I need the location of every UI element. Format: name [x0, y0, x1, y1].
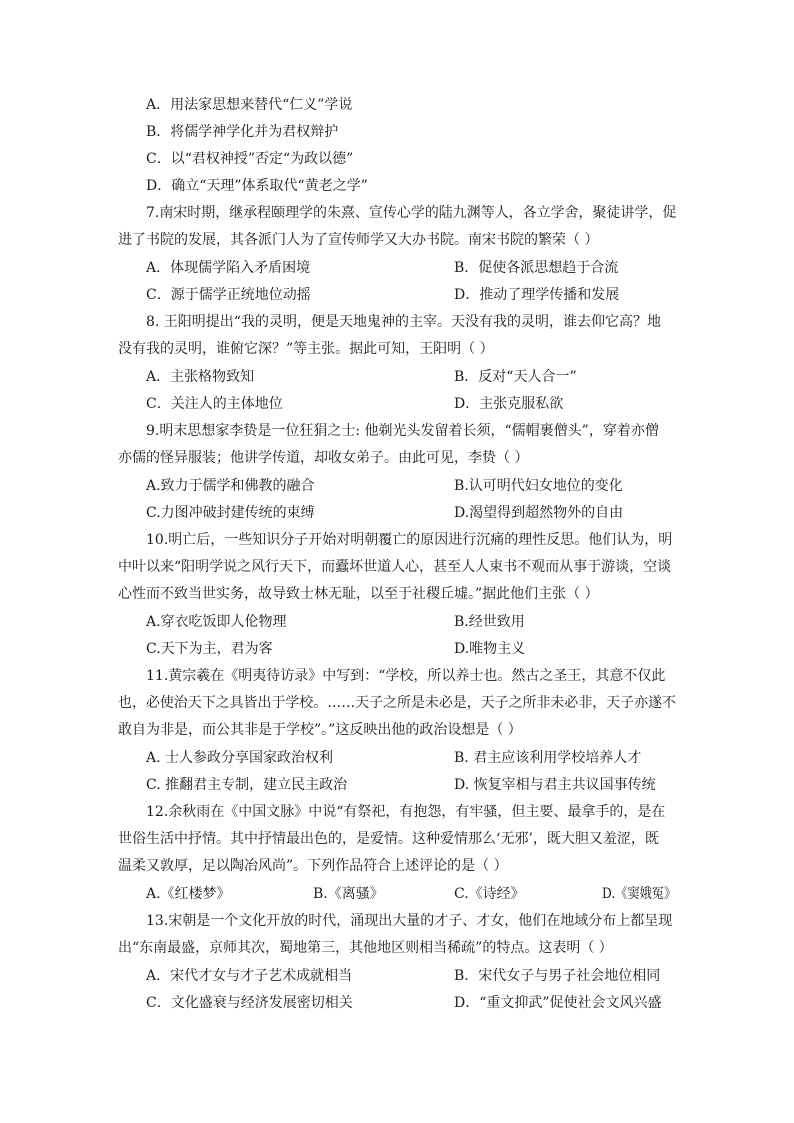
q9-option-c: C.力图冲破封建传统的束缚 [146, 505, 315, 521]
q8-option-b: B．反对“天人合一” [454, 369, 577, 385]
q12-option-c: C.《诗经》 [454, 886, 525, 902]
q9-option-a: A.致力于儒学和佛教的融合 [146, 478, 315, 494]
q10-option-d: D.唯物主义 [454, 641, 526, 657]
q13-stem-line-1: 13.宋朝是一个文化开放的时代，涌现出大量的才子、才女，他们在地域分布上都呈现 [146, 913, 673, 929]
q11-stem-line-1: 11.黄宗羲在《明夷待访录》中写到：“学校，所以养士也。然古之圣王，其意不仅此 [146, 668, 666, 684]
q13-stem-line-2: 出“东南最盛，京师其次，蜀地第三，其他地区则相当稀疏”的特点。这表明（ ） [118, 940, 613, 956]
q13-option-a: A．宋代才女与才子艺术成就相当 [146, 968, 353, 984]
q11-option-b: B. 君主应该利用学校培养人才 [454, 750, 642, 766]
q12-stem-line-2: 世俗生活中抒情。其中抒情最出色的，是爱情。这种爱情那么‘无邪’，既大胆又羞涩，既 [118, 831, 659, 847]
q7-stem-line-1: 7.南宋时期，继承程颐理学的朱熹、宣传心学的陆九渊等人，各立学舍，聚徒讲学，促 [146, 205, 677, 221]
q8-option-c: C．关注人的主体地位 [146, 396, 283, 412]
q8-stem-line-2: 没有我的灵明，谁俯它深？”等主张。据此可知，王阳明（ ） [118, 341, 494, 357]
q10-option-a: A.穿衣吃饭即人伦物理 [146, 614, 287, 630]
q8-stem-line-1: 8. 王阳明提出“我的灵明，便是天地鬼神的主宰。天没有我的灵明，谁去仰它高？地 [146, 314, 661, 330]
q11-option-a: A. 士人参政分享国家政治权利 [146, 750, 334, 766]
q6-option-d: D．确立“天理”体系取代“黄老之学” [146, 178, 368, 194]
q10-stem-line-1: 10.明亡后，一些知识分子开始对明朝覆亡的原因进行沉痛的理性反思。他们认为，明 [146, 532, 673, 548]
q12-option-a: A.《红楼梦》 [146, 886, 231, 902]
q7-option-c: C．源于儒学正统地位动摇 [146, 287, 311, 303]
q9-option-b: B.认可明代妇女地位的变化 [454, 478, 623, 494]
q10-stem-line-3: 心性而不致当世实务，故导致士林无耻，以至于社稷丘墟。”据此他们主张（ ） [118, 586, 599, 602]
q9-option-d: D.渴望得到超然物外的自由 [454, 505, 624, 521]
q13-option-d: D．“重文抑武”促使社会文风兴盛 [454, 995, 662, 1011]
q6-option-c: C．以“君权神授”否定“为政以德” [146, 151, 354, 167]
q10-stem-line-2: 中叶以来“阳明学说之风行天下，而蠹坏世道人心，甚至人人束书不观而从事于游谈，空谈 [118, 559, 672, 575]
q12-option-b: B.《离骚》 [313, 886, 384, 902]
q10-option-b: B.经世致用 [454, 614, 525, 630]
q8-option-d: D．主张克服私欲 [454, 396, 564, 412]
q6-option-b: B．将儒学神学化并为君权辩护 [146, 124, 339, 140]
q13-option-c: C．文化盛衰与经济发展密切相关 [146, 995, 353, 1011]
q10-option-c: C.天下为主，君为客 [146, 641, 273, 657]
q11-option-d: D. 恢复宰相与君主共议国事传统 [454, 777, 656, 793]
q9-stem-line-1: 9.明末思想家李贽是一位狂狷之士: 他剃光头发留着长须，“儒帽裹僧头”，穿着亦僧 [146, 423, 659, 439]
q7-option-d: D．推动了理学传播和发展 [454, 287, 620, 303]
q11-stem-line-3: 敢自为非是，而公其非是于学校”。”这反映出他的政治设想是（ ） [118, 722, 522, 738]
q8-option-a: A．主张格物致知 [146, 369, 255, 385]
q7-option-a: A．体现儒学陷入矛盾困境 [146, 260, 311, 276]
q12-stem-line-3: 温柔又敦厚，足以陶冶风尚”。下列作品符合上述评论的是（ ） [118, 858, 508, 874]
q9-stem-line-2: 亦儒的怪异服装；他讲学传道，却收女弟子。由此可见，李贽（ ） [118, 450, 529, 466]
q12-stem-line-1: 12.余秋雨在《中国文脉》中说“有祭祀，有抱怨，有牢骚，但主要、最拿手的，是在 [146, 804, 666, 820]
q7-option-b: B．促使各派思想趋于合流 [454, 260, 619, 276]
q12-option-d: D.《窦娥冤》 [602, 886, 677, 902]
q6-option-a: A．用法家思想来替代“仁义”学说 [146, 97, 353, 113]
q7-stem-line-2: 进了书院的发展，其各派门人为了宣传师学又大办书院。南宋书院的繁荣（ ） [118, 232, 599, 248]
q11-stem-line-2: 也，必使治天下之具皆出于学校。……天子之所是未必是，天子之所非未必非，天子亦遂不 [118, 695, 676, 711]
q11-option-c: C. 推翻君主专制，建立民主政治 [146, 777, 348, 793]
q13-option-b: B．宋代女子与男子社会地位相同 [454, 968, 661, 984]
